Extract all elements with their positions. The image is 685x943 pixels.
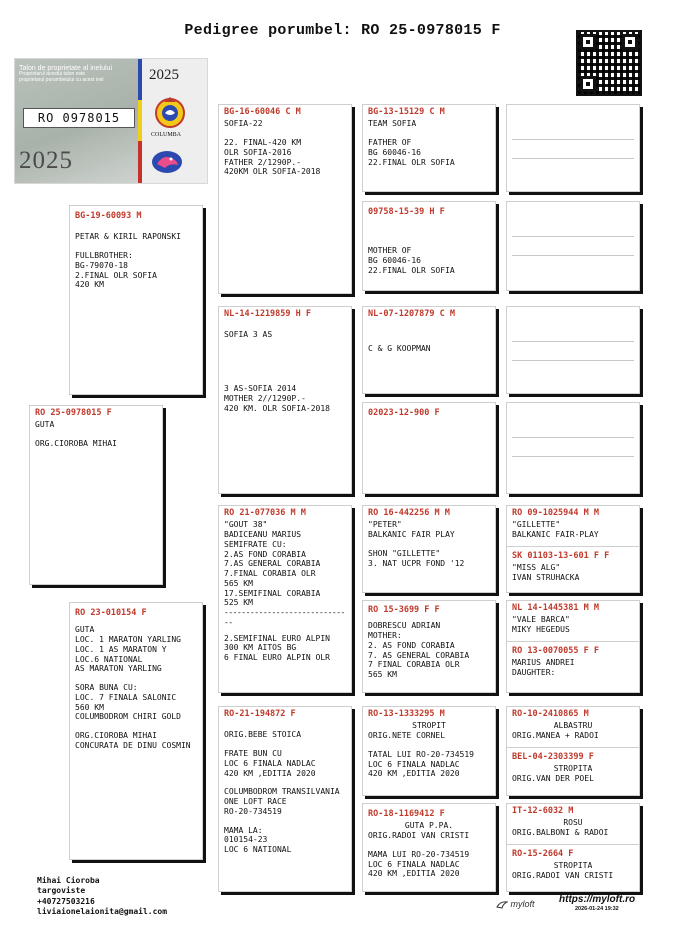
note-line: 010154-23 xyxy=(224,835,268,845)
note-line: COLUMBODROM CHIRI GOLD xyxy=(75,712,181,722)
pigeon-card-ddd-pair[interactable] xyxy=(506,803,640,892)
ring-number: NL 14-1445381 M M xyxy=(512,603,599,613)
note-line: 2.SEMIFINAL EURO ALPIN xyxy=(224,633,330,643)
note-line: ONE LOFT RACE xyxy=(224,797,287,807)
note-line: BG 60046-16 xyxy=(368,256,421,266)
breeder: ORIG.MANEA + RADOI xyxy=(512,731,599,741)
myloft-logo xyxy=(496,899,535,909)
breeder: ORIG.NETE CORNEL xyxy=(368,731,446,741)
note-line: 420KM OLR SOFIA-2018 xyxy=(224,167,321,177)
note-line: DAUGHTER: xyxy=(512,667,556,677)
talon-year-small: 2025 xyxy=(149,67,179,83)
talon-brand: COLUMBA xyxy=(151,132,182,138)
pigeon-card-sdd[interactable] xyxy=(362,402,496,494)
ring-number: NL-14-1219859 H F xyxy=(224,309,311,319)
note-line: 22.FINAL OLR SOFIA xyxy=(368,265,455,275)
note-line: 22.FINAL OLR SOFIA xyxy=(368,157,455,167)
note-line: 7. AS GENERAL CORABIA xyxy=(368,650,470,660)
talon-ring-number: RO 0978015 xyxy=(23,108,135,128)
ring-number: RO 21-077036 M M xyxy=(224,508,306,518)
ring-number: 09758-15-39 H F xyxy=(368,207,445,217)
note-line: SEMIFRATE CU: xyxy=(224,539,287,549)
pigeon-card-dam[interactable] xyxy=(69,602,203,860)
pigeon-name: STROPIT xyxy=(412,721,446,731)
note-line: FATHER 2/1290P.- xyxy=(224,157,302,167)
note-line: MOTHER: xyxy=(368,631,402,641)
pigeon-name: SOFIA-22 xyxy=(224,119,263,129)
ring-number: BG-19-60093 M xyxy=(75,211,142,221)
owner-contact xyxy=(37,876,167,918)
pigeon-card-empty[interactable] xyxy=(506,201,640,291)
owner-city: targoviste xyxy=(37,886,86,896)
note-line: ORG.CIOROBA MIHAI xyxy=(75,731,157,741)
pigeon-logo-icon xyxy=(151,150,183,174)
ring-number: IT-12-6032 M xyxy=(512,806,574,816)
breeder: MIKY HEGEDUS xyxy=(512,625,570,635)
note-line: 525 KM xyxy=(224,598,253,608)
ring-number: BEL-04-2303399 F xyxy=(512,751,594,762)
pigeon-name: TEAM SOFIA xyxy=(368,119,417,129)
note-line: 2.AS FOND CORABIA xyxy=(224,549,306,559)
note-line: 17.SEMIFINAL CORABIA xyxy=(224,588,321,598)
note-line: 565 KM xyxy=(368,670,397,680)
note-line: 7 FINAL CORABIA OLR xyxy=(368,660,460,670)
note-line: SORA BUNA CU: xyxy=(75,683,138,693)
note-line: LOC 6 FINALA NADLAC xyxy=(368,859,460,869)
pigeon-wing-icon xyxy=(496,900,508,909)
note-line: LOC 6 FINALA NADLAC xyxy=(224,758,316,768)
note-line: MAMA LA: xyxy=(224,825,263,835)
note-line: RO-20-734519 xyxy=(224,806,282,816)
pigeon-card-dam-sire[interactable] xyxy=(218,505,352,693)
note-line: LOC. 7 FINALA SALONIC xyxy=(75,692,177,702)
note-line: LOC.6 NATIONAL xyxy=(75,654,143,664)
note-line: 565 KM xyxy=(224,578,253,588)
breeder: BALKANIC FAIR PLAY xyxy=(368,530,455,540)
pigeon-card-dds-pair[interactable] xyxy=(506,706,640,796)
note-line: 560 KM xyxy=(75,702,104,712)
note-line: 420 KM. OLR SOFIA-2018 xyxy=(224,403,330,413)
ownership-talon xyxy=(14,58,208,184)
note-line: GUTA xyxy=(75,625,95,635)
pigeon-name: ALBASTRU xyxy=(553,721,593,731)
note-line: 3. NAT UCPR FOND '12 xyxy=(368,558,465,568)
pigeon-card-sire-dam[interactable] xyxy=(218,306,352,494)
qr-finder-icon xyxy=(580,76,596,92)
ring-number: RO-21-194872 F xyxy=(224,709,296,719)
breeder: BALKANIC FAIR-PLAY xyxy=(512,530,599,540)
separator: ------------------------------ xyxy=(224,608,345,627)
ring-number: BG-13-15129 C M xyxy=(368,107,445,117)
pigeon-card-sire-sire[interactable] xyxy=(218,104,352,294)
note-line: FRATE BUN CU xyxy=(224,749,282,759)
pigeon-name: "GOUT 38" xyxy=(224,520,268,530)
pigeon-card-ddd[interactable] xyxy=(362,803,496,892)
note-line: BG 60046-16 xyxy=(368,147,421,157)
note-line: 3 AS-SOFIA 2014 xyxy=(224,384,297,394)
note-line: FULLBROTHER: xyxy=(75,251,133,261)
ring-number: BG-16-60046 C M xyxy=(224,107,301,117)
talon-subheading: Proprietarul acestui talon este xyxy=(19,71,86,78)
breeder: MARIUS ANDREI xyxy=(512,658,575,668)
owner-phone: +40727503216 xyxy=(37,896,95,906)
breeder: IVAN STRUHACKA xyxy=(512,572,580,582)
pigeon-name: SOFIA 3 AS xyxy=(224,330,273,340)
breeder: ORIG.BEBE STOICA xyxy=(224,730,302,740)
breeder: DOBRESCU ADRIAN xyxy=(368,621,441,631)
pigeon-card-empty[interactable] xyxy=(506,402,640,494)
owner-name: Mihai Cioroba xyxy=(37,876,100,885)
pigeon-card-dam-dam[interactable] xyxy=(218,706,352,892)
note-line: TATAL LUI RO-20-734519 xyxy=(368,749,474,759)
note-line: SHON "GILLETTE" xyxy=(368,548,441,558)
note-line: BADICEANU MARIUS xyxy=(224,530,302,540)
ring-number: RO 15-3699 F F xyxy=(368,605,440,615)
note-line: LOC 6 NATIONAL xyxy=(224,845,292,855)
breeder: PETAR & KIRIL RAPONSKI xyxy=(75,232,181,242)
ring-number: RO-13-1333295 M xyxy=(368,709,445,719)
ring-number: RO-18-1169412 F xyxy=(368,809,445,819)
ring-number: RO-15-2664 F xyxy=(512,848,574,859)
ring-number: RO 13-0070055 F F xyxy=(512,645,599,656)
breeder: ORIG.RADOI VAN CRISTI xyxy=(368,831,470,841)
note-line: 420 KM ,EDITIA 2020 xyxy=(224,768,316,778)
talon-card xyxy=(15,59,141,183)
breeder: ORIG.BALBONI & RADOI xyxy=(512,828,609,838)
pigeon-name: ROSU xyxy=(563,818,583,828)
pigeon-name: GUTA P.PA. xyxy=(404,821,454,831)
note-line: LOC. 1 MARATON YARLING xyxy=(75,635,181,645)
note-line: 420 KM ,EDITIA 2020 xyxy=(368,869,460,879)
talon-subheading: proprietarul porumbelului cu acest inel xyxy=(19,76,104,83)
generated-timestamp: 2026-01-24 19:32 xyxy=(575,906,619,912)
pigeon-card-dss[interactable] xyxy=(362,505,496,593)
pigeon-name: STROPITA xyxy=(553,861,593,871)
pigeon-name: GUTA xyxy=(35,420,55,430)
note-line: 22. FINAL-420 KM xyxy=(224,138,302,148)
pigeon-name: "VALE BARCA" xyxy=(512,615,570,625)
breeder: ORIG.VAN DER POEL xyxy=(512,773,594,783)
ring-number: RO 09-1025944 M M xyxy=(512,508,599,518)
ring-number: NL-07-1207879 C M xyxy=(368,309,455,319)
breeder: C & G KOOPMAN xyxy=(368,344,431,354)
pigeon-card-sire[interactable] xyxy=(69,205,203,395)
note-line: 7.AS GENERAL CORABIA xyxy=(224,559,321,569)
note-line: 7.FINAL CORABIA OLR xyxy=(224,569,316,579)
pigeon-card-dsd[interactable] xyxy=(362,600,496,693)
note-line: OLR SOFIA-2016 xyxy=(224,147,292,157)
pigeon-card-dsd-pair[interactable] xyxy=(506,600,640,693)
ring-number: SK 01103-13-601 F F xyxy=(512,550,610,561)
note-line: 6 FINAL EURO ALPIN OLR xyxy=(224,653,330,663)
pigeon-card-sds[interactable] xyxy=(362,306,496,394)
qr-code xyxy=(576,30,642,96)
myloft-brand: myloft xyxy=(510,899,535,909)
pigeon-name: STROPITA xyxy=(553,764,593,774)
note-line: MAMA LUI RO-20-734519 xyxy=(368,849,470,859)
note-line: LOC. 1 AS MARATON Y xyxy=(75,644,167,654)
ring-number: RO 25-0978015 F xyxy=(35,408,112,418)
note-line: FATHER OF xyxy=(368,138,412,148)
note-line: MOTHER OF xyxy=(368,246,412,256)
pigeon-card-ssd[interactable] xyxy=(362,201,496,291)
breeder: ORIG.RADOI VAN CRISTI xyxy=(512,870,614,880)
pigeon-card-subject[interactable] xyxy=(29,405,163,585)
pigeon-card-dds[interactable] xyxy=(362,706,496,796)
pigeon-name: "GILLETTE" xyxy=(512,520,561,530)
pigeon-name: "PETER" xyxy=(368,520,402,530)
pigeon-card-dss-pair[interactable] xyxy=(506,505,640,593)
note-line: 2.FINAL OLR SOFIA xyxy=(75,270,157,280)
ring-number: 02023-12-900 F xyxy=(368,408,440,418)
page-title: Pedigree porumbel: RO 25-0978015 F xyxy=(184,22,501,39)
federation-crest-icon xyxy=(153,95,187,129)
ring-number: RO-10-2410865 M xyxy=(512,709,589,719)
romanian-flag-stripe xyxy=(138,59,142,183)
note-line: 300 KM AITOS BG xyxy=(224,643,297,653)
talon-year: 2025 xyxy=(19,147,73,174)
note-line: BG-79070-18 xyxy=(75,260,128,270)
note-line: 420 KM xyxy=(75,280,104,290)
note-line: CONCURATA DE DINU COSMIN xyxy=(75,740,191,750)
pigeon-name: "MISS ALG" xyxy=(512,563,561,573)
pigeon-card-empty[interactable] xyxy=(506,306,640,394)
myloft-url[interactable]: https://myloft.ro xyxy=(559,894,636,905)
pigeon-card-sss[interactable] xyxy=(362,104,496,192)
talon-heading: Talon de proprietate al inelului xyxy=(19,65,113,72)
note-line: LOC 6 FINALA NADLAC xyxy=(368,759,460,769)
owner-email[interactable]: liviaionelaionita@gmail.com xyxy=(37,907,168,917)
note-line: MOTHER 2//1290P.- xyxy=(224,393,306,403)
pigeon-card-empty[interactable] xyxy=(506,104,640,192)
myloft-footer xyxy=(496,894,666,912)
qr-finder-icon xyxy=(622,34,638,50)
note-line: 420 KM ,EDITIA 2020 xyxy=(368,769,460,779)
note-line: COLUMBODROM TRANSILVANIA xyxy=(224,787,340,797)
ring-number: RO 23-010154 F xyxy=(75,608,147,618)
qr-finder-icon xyxy=(580,34,596,50)
note-line: 2. AS FOND CORABIA xyxy=(368,640,455,650)
breeder: ORG.CIOROBA MIHAI xyxy=(35,439,117,449)
ring-number: RO 16-442256 M M xyxy=(368,508,450,518)
note-line: AS MARATON YARLING xyxy=(75,664,162,674)
